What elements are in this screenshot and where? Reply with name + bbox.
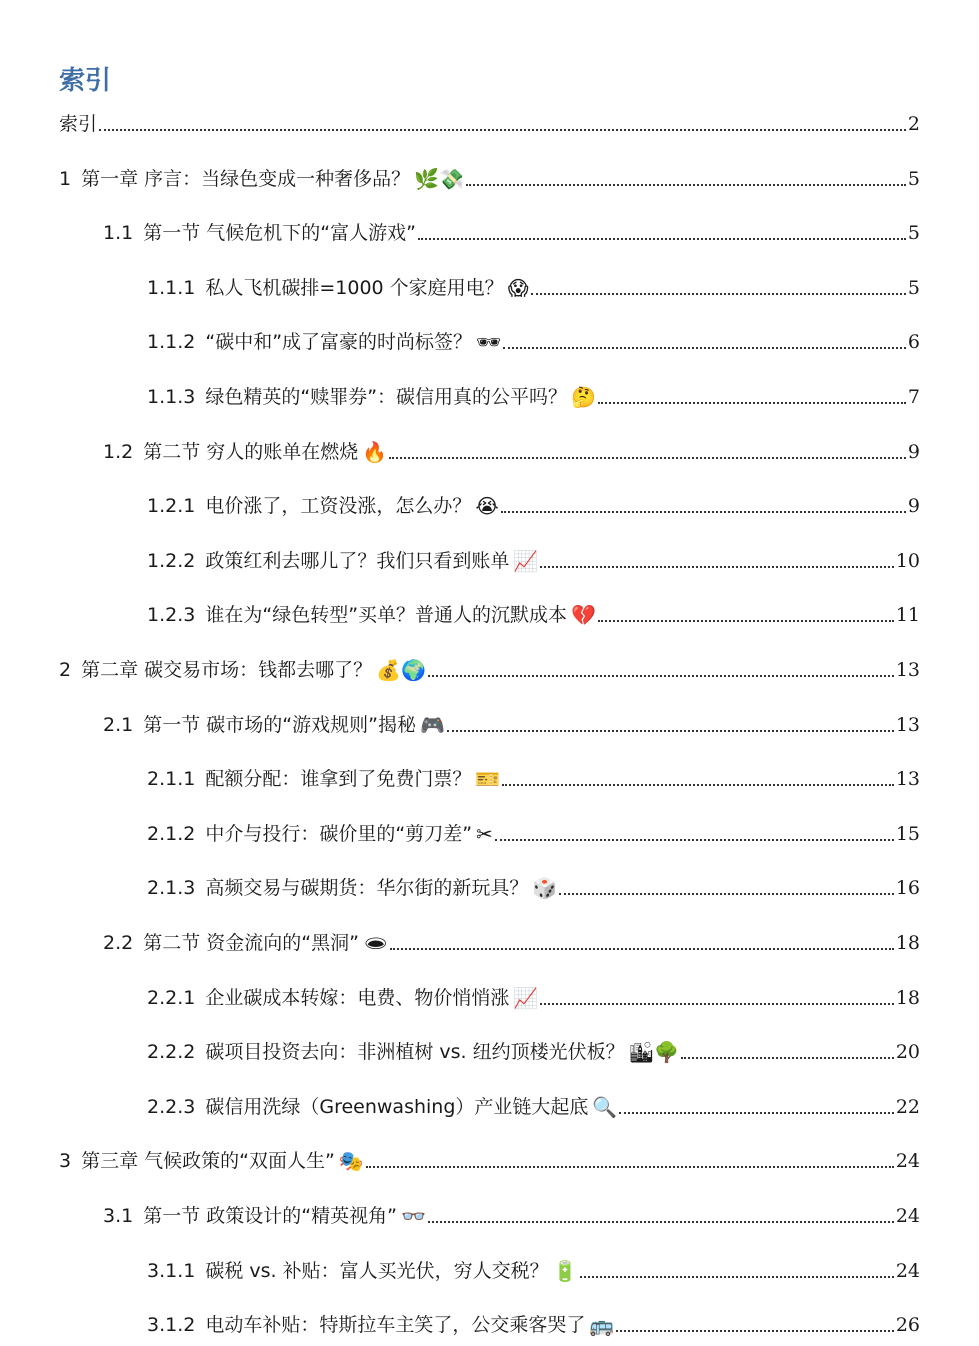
toc-page-number: 24	[895, 1150, 920, 1172]
dot-leader	[447, 730, 894, 732]
emoji-icon: 📈	[513, 549, 539, 573]
dot-leader	[466, 184, 906, 186]
toc-entry-title: 第一节 政策设计的“精英视角”	[143, 1205, 397, 1227]
emoji-icon: 🚌	[589, 1313, 615, 1337]
toc-entry-number: 3.1.1	[147, 1260, 196, 1282]
toc-entry-title: 谁在为“绿色转型”买单？普通人的沉默成本	[205, 604, 568, 626]
toc-entry-text	[59, 657, 426, 683]
toc-entry-title: 私人飞机碳排=1000 个家庭用电？	[205, 277, 504, 299]
toc-entry[interactable]	[147, 271, 920, 301]
toc-entry-text	[147, 1312, 614, 1338]
toc-entry-number: 1.1.1	[147, 277, 196, 299]
toc-entry[interactable]	[147, 871, 920, 901]
toc-entry-title: 碳信用洗绿（Greenwashing）产业链大起底	[205, 1096, 589, 1118]
toc-entry-title: 第三章 气候政策的“双面人生”	[81, 1150, 335, 1172]
dot-leader	[99, 129, 906, 131]
toc-page-number: 5	[907, 168, 920, 190]
toc-entry[interactable]	[59, 653, 920, 683]
toc-entry-number: 3.1.2	[147, 1314, 196, 1336]
toc-entry-text	[147, 985, 538, 1011]
emoji-icon: 🤔	[571, 385, 596, 409]
toc-entry-number: 3.1	[103, 1205, 134, 1227]
toc-entry[interactable]	[147, 544, 920, 574]
toc-page-number: 15	[895, 823, 920, 845]
toc-entry[interactable]	[147, 1090, 920, 1120]
toc-entry-title: 第二节 穷人的账单在燃烧	[143, 441, 359, 463]
emoji-icon: 🔥	[362, 440, 388, 464]
toc-entry[interactable]	[103, 926, 920, 956]
toc-entry-title: 政策红利去哪儿了？我们只看到账单	[205, 550, 510, 572]
toc-entry-title: “碳中和”成了富豪的时尚标签？	[205, 331, 473, 353]
toc-entry-number: 2.2.3	[147, 1096, 196, 1118]
toc-entry-text	[147, 1258, 578, 1284]
toc-entry-title: 碳项目投资去向：非洲植树 vs. 纽约顶楼光伏板？	[205, 1041, 625, 1063]
emoji-icon: 🕳	[362, 931, 389, 955]
toc-entry-number: 2.1	[103, 714, 134, 736]
emoji-icon: 🎮	[419, 713, 445, 737]
toc-entry-title: 索引	[59, 113, 98, 135]
toc-entry-text	[147, 602, 596, 628]
toc-page-number: 13	[895, 659, 920, 681]
toc-entry-text	[147, 821, 493, 847]
emoji-icon: 🎭	[338, 1149, 364, 1173]
toc-entry-text	[147, 1039, 679, 1065]
toc-page-number: 9	[907, 441, 920, 463]
toc-entry[interactable]	[103, 216, 920, 246]
toc-entry-text	[147, 493, 499, 519]
dot-leader	[540, 566, 894, 568]
toc-entry-number: 1.2	[103, 441, 134, 463]
toc-page-number: 2	[907, 113, 920, 135]
toc-page-number: 18	[895, 987, 920, 1009]
toc-entry[interactable]	[147, 1035, 920, 1065]
toc-entry-title: 企业碳成本转嫁：电费、物价悄悄涨	[205, 987, 510, 1009]
toc-entry-number: 2.2.2	[147, 1041, 196, 1063]
toc-entry-title: 第二章 碳交易市场：钱都去哪了？	[81, 659, 373, 681]
toc-entry-number: 2.1.3	[147, 877, 196, 899]
toc-entry-text	[103, 1203, 426, 1229]
dot-leader	[501, 511, 906, 513]
toc-entry-text	[103, 220, 416, 246]
toc-entry-text	[147, 1094, 617, 1120]
toc-entry-text	[147, 275, 529, 301]
toc-entry-text	[147, 548, 538, 574]
dot-leader	[495, 839, 894, 841]
toc-entry[interactable]	[147, 325, 920, 355]
toc-page-number: 5	[907, 277, 920, 299]
dot-leader	[616, 1330, 894, 1332]
toc-entry[interactable]	[147, 981, 920, 1011]
toc-entry-text	[147, 384, 596, 410]
toc-entry[interactable]	[147, 817, 920, 847]
dot-leader	[619, 1112, 894, 1114]
emoji-icon: 🎫	[475, 767, 501, 791]
toc-entry[interactable]	[147, 1308, 920, 1338]
toc-entry[interactable]	[59, 162, 920, 192]
toc-entry-text	[147, 329, 501, 355]
toc-entry-number: 1.1.2	[147, 331, 196, 353]
dot-leader	[531, 293, 906, 295]
dot-leader	[503, 347, 905, 349]
toc-page-number: 20	[895, 1041, 920, 1063]
emoji-icon: 😭	[475, 494, 499, 518]
toc-page-number: 13	[895, 714, 920, 736]
toc-entry-title: 第一节 碳市场的“游戏规则”揭秘	[143, 714, 416, 736]
toc-entry-title: 第一章 序言：当绿色变成一种奢侈品？	[81, 168, 411, 190]
dot-leader	[389, 457, 906, 459]
dot-leader	[598, 402, 906, 404]
toc-entry-number: 1	[59, 168, 72, 190]
toc-entry-number: 1.2.2	[147, 550, 196, 572]
toc-page-number: 10	[895, 550, 920, 572]
toc-entry-text	[103, 439, 387, 465]
emoji-icon: 👓	[400, 1204, 426, 1228]
toc-entry-text	[103, 712, 445, 738]
emoji-icon: 🔍	[592, 1095, 618, 1119]
toc-entry-number: 1.1.3	[147, 386, 196, 408]
emoji-icon: 💰🌍	[376, 658, 426, 682]
toc-entry[interactable]	[147, 1254, 920, 1284]
toc-entry-title: 高频交易与碳期货：华尔街的新玩具？	[205, 877, 529, 899]
toc-entry-text	[59, 111, 97, 137]
emoji-icon: ✂	[476, 822, 493, 846]
toc-page-number: 11	[895, 604, 920, 626]
toc-entry-number: 1.2.1	[147, 495, 196, 517]
toc-entry-text	[59, 1148, 364, 1174]
toc-entry-number: 1.2.3	[147, 604, 196, 626]
emoji-icon: 📈	[513, 986, 539, 1010]
toc-entry-number: 2.1.2	[147, 823, 196, 845]
dot-leader	[681, 1057, 894, 1059]
dot-leader	[390, 948, 893, 950]
toc-entry[interactable]	[147, 598, 920, 628]
toc-heading: 索引	[59, 66, 112, 96]
toc-entry-text	[147, 875, 557, 901]
toc-entry-title: 绿色精英的“赎罪券”：碳信用真的公平吗？	[205, 386, 568, 408]
emoji-icon: 💔	[571, 603, 596, 627]
toc-page-number: 13	[895, 768, 920, 790]
toc-entry-number: 2.1.1	[147, 768, 196, 790]
emoji-icon: 😱	[507, 276, 529, 300]
toc-page-number: 6	[907, 331, 920, 353]
toc-entry-title: 第一节 气候危机下的“富人游戏”	[143, 222, 416, 244]
toc-page-number: 24	[895, 1260, 920, 1282]
toc-entry-text	[103, 930, 388, 956]
toc-page-number: 22	[895, 1096, 920, 1118]
dot-leader	[559, 893, 894, 895]
toc-entry-title: 碳税 vs. 补贴：富人买光伏，穷人交税？	[205, 1260, 549, 1282]
toc-entry-text	[59, 166, 464, 192]
dot-leader	[598, 620, 894, 622]
dot-leader	[366, 1166, 894, 1168]
emoji-icon: 🕶	[476, 330, 502, 354]
dot-leader	[418, 238, 906, 240]
toc-entry[interactable]	[59, 1144, 920, 1174]
toc-entry[interactable]	[147, 762, 920, 792]
toc-entry-number: 2	[59, 659, 72, 681]
toc-entry-number: 1.1	[103, 222, 134, 244]
toc-entry[interactable]	[103, 708, 920, 738]
toc-entry-title: 中介与投行：碳价里的“剪刀差”	[205, 823, 473, 845]
toc-entry[interactable]	[103, 435, 920, 465]
emoji-icon: 🏙🌳	[628, 1040, 679, 1064]
dot-leader	[428, 1221, 894, 1223]
dot-leader	[502, 784, 894, 786]
emoji-icon: 🔋	[552, 1259, 578, 1283]
toc-entry-title: 电价涨了，工资没涨，怎么办？	[205, 495, 472, 517]
toc-entry[interactable]	[147, 489, 920, 519]
toc-entry-title: 配额分配：谁拿到了免费门票？	[205, 768, 472, 790]
toc-entry[interactable]	[103, 1199, 920, 1229]
toc-page-number: 18	[895, 932, 920, 954]
toc-entry[interactable]	[59, 107, 920, 137]
toc-entry-number: 2.2.1	[147, 987, 196, 1009]
emoji-icon: 🌿💸	[414, 167, 464, 191]
toc-page-number: 7	[907, 386, 920, 408]
toc-entry[interactable]	[147, 380, 920, 410]
toc-page-number: 9	[907, 495, 920, 517]
toc-page-number: 26	[895, 1314, 920, 1336]
toc-entry-title: 电动车补贴：特斯拉车主笑了，公交乘客哭了	[205, 1314, 586, 1336]
toc-page-number: 5	[907, 222, 920, 244]
toc-entry-number: 3	[59, 1150, 72, 1172]
dot-leader	[428, 675, 894, 677]
toc-entry-text	[147, 766, 500, 792]
emoji-icon: 🎲	[532, 876, 558, 900]
toc-page-number: 16	[895, 877, 920, 899]
toc-page-number: 24	[895, 1205, 920, 1227]
dot-leader	[540, 1003, 894, 1005]
toc-entry-title: 第二节 资金流向的“黑洞”	[143, 932, 359, 954]
dot-leader	[580, 1276, 894, 1278]
toc-entry-number: 2.2	[103, 932, 134, 954]
